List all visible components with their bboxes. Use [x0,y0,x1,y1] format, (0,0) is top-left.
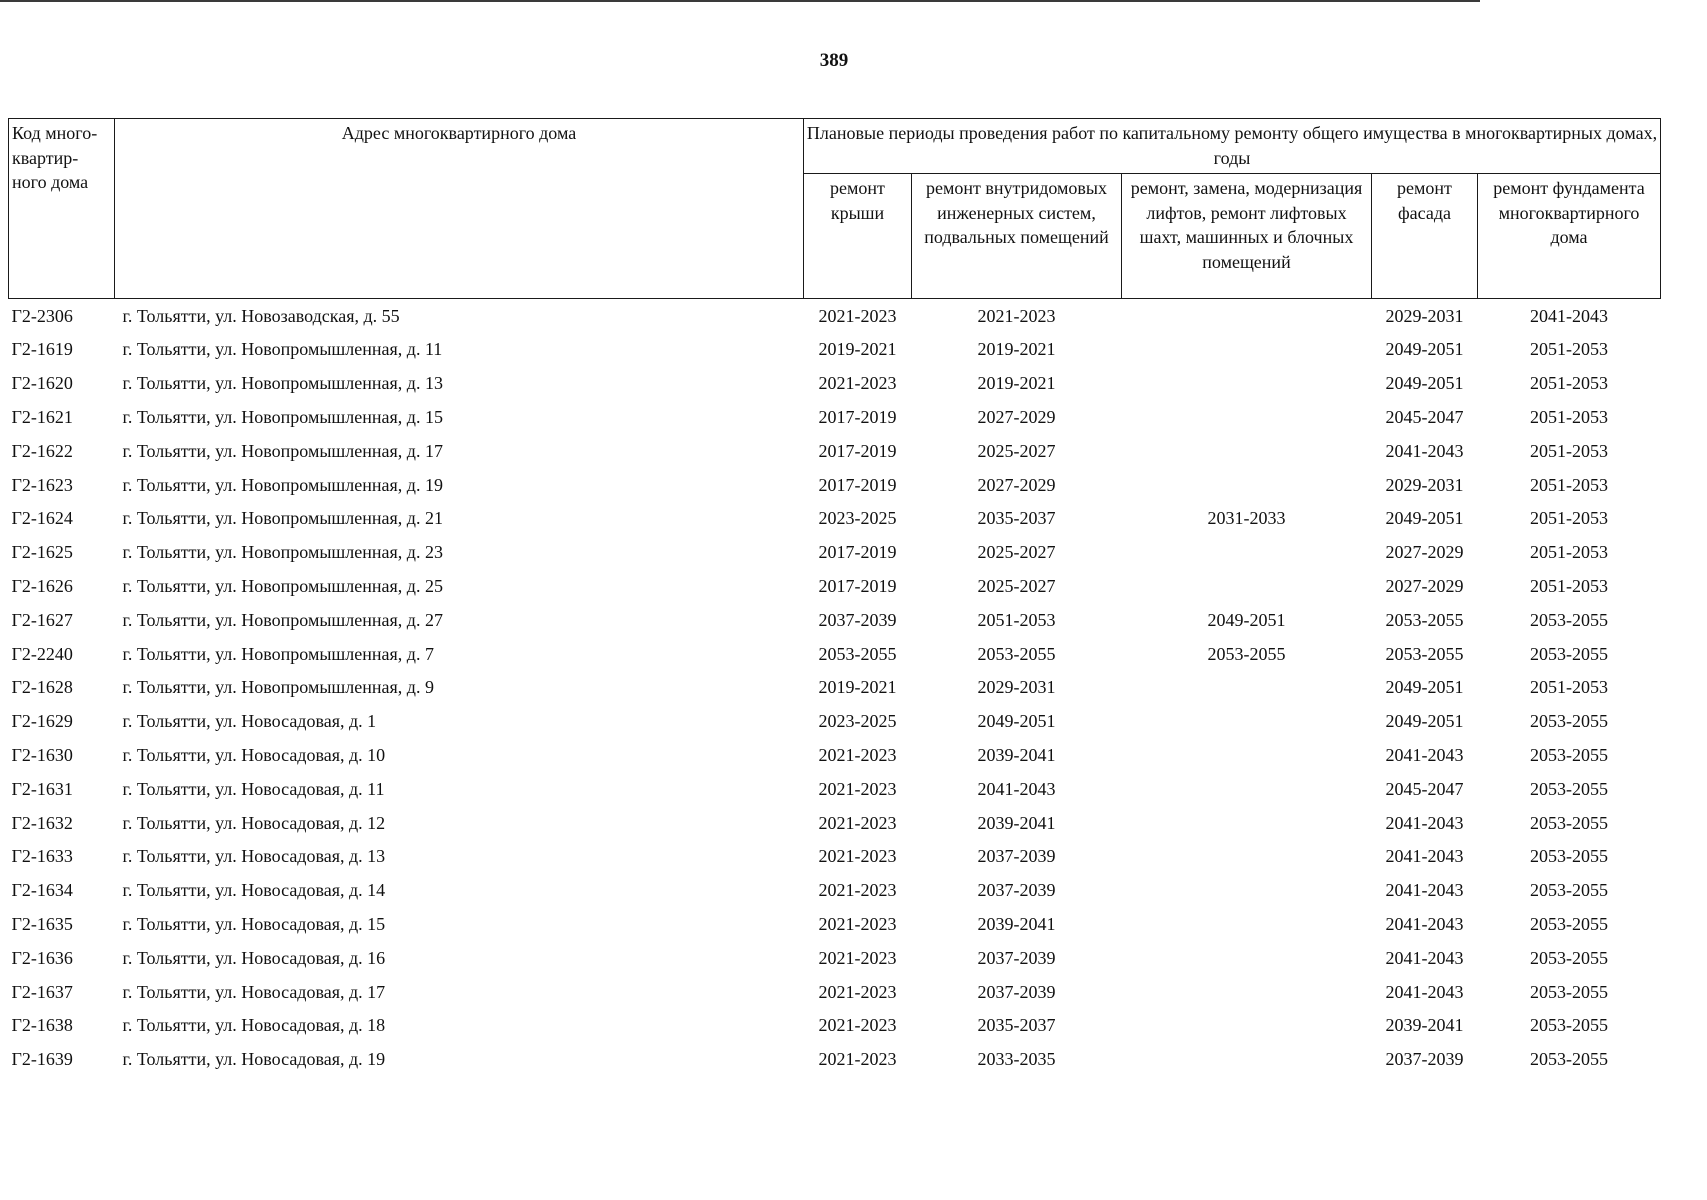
cell-code: Г2-1626 [11,576,73,597]
cell-code: Г2-1628 [11,677,73,698]
cell-facade: 2041-2043 [1385,846,1464,867]
cell-engineering: 2037-2039 [977,880,1056,901]
cell-lifts [1122,738,1372,772]
cell-address: г. Тольятти, ул. Новопромышленная, д. 25 [122,576,443,597]
cell-roof: 2021-2023 [818,1015,897,1036]
cell-code: Г2-1634 [11,880,73,901]
cell-lifts [1122,536,1372,570]
header-engineering: ремонт внутридомовых инженерных систем, подвальных помещений [912,174,1122,299]
cell-foundation: 2041-2043 [1530,305,1608,326]
cell-engineering: 2019-2021 [977,373,1056,394]
cell-roof: 2017-2019 [818,407,897,428]
cell-code: Г2-1636 [11,947,73,968]
cell-foundation: 2053-2055 [1530,981,1608,1002]
cell-address: г. Тольятти, ул. Новосадовая, д. 11 [122,778,385,799]
cell-facade: 2053-2055 [1385,643,1464,664]
header-address: Адрес многоквартирного дома [115,119,804,299]
cell-lifts [1122,772,1372,806]
cell-foundation: 2051-2053 [1530,373,1608,394]
table-row [9,603,1661,637]
cell-roof: 2021-2023 [818,778,897,799]
cell-address: г. Тольятти, ул. Новопромышленная, д. 11 [122,339,443,360]
cell-foundation: 2051-2053 [1530,576,1608,597]
cell-engineering: 2033-2035 [977,1049,1056,1070]
cell-lifts [1122,1043,1372,1077]
cell-address: г. Тольятти, ул. Новосадовая, д. 10 [122,745,386,765]
cell-engineering: 2027-2029 [977,474,1056,495]
cell-roof: 2021-2023 [818,745,897,765]
cell-foundation: 2053-2055 [1530,745,1608,765]
cell-address: г. Тольятти, ул. Новосадовая, д. 13 [122,846,386,867]
cell-roof: 2017-2019 [818,542,897,563]
cell-lifts [1122,941,1372,975]
table-row [9,400,1661,434]
cell-facade: 2041-2043 [1385,880,1464,901]
cell-facade: 2029-2031 [1385,474,1464,495]
cell-address: г. Тольятти, ул. Новосадовая, д. 19 [122,1049,386,1070]
cell-address: г. Тольятти, ул. Новосадовая, д. 15 [122,913,386,934]
cell-roof: 2021-2023 [818,1049,897,1070]
header-periods-group: Плановые периоды проведения работ по капитальному ремонту общего имущества в многоквартирных домах, годы [804,119,1661,174]
table-row [9,840,1661,874]
cell-code: Г2-1635 [11,913,73,934]
table-row [9,569,1661,603]
cell-facade: 2049-2051 [1385,677,1464,698]
cell-code: Г2-1637 [11,981,73,1002]
cell-code: Г2-1632 [11,812,73,833]
table-row [9,536,1661,570]
table-row [9,671,1661,705]
table-row [9,907,1661,941]
cell-facade: 2037-2039 [1385,1049,1464,1070]
cell-address: г. Тольятти, ул. Новопромышленная, д. 23 [122,542,443,563]
cell-address: г. Тольятти, ул. Новосадовая, д. 16 [122,947,386,968]
cell-roof: 2021-2023 [818,305,897,326]
cell-foundation: 2051-2053 [1530,677,1608,698]
cell-roof: 2023-2025 [818,711,897,732]
table-row [9,975,1661,1009]
cell-foundation: 2053-2055 [1530,1049,1608,1070]
cell-engineering: 2039-2041 [977,913,1056,934]
cell-engineering: 2019-2021 [977,339,1056,360]
cell-engineering: 2027-2029 [977,407,1056,428]
table-row [9,806,1661,840]
cell-address: г. Тольятти, ул. Новосадовая, д. 14 [122,880,386,901]
cell-address: г. Тольятти, ул. Новосадовая, д. 12 [122,812,386,833]
table-row [9,874,1661,908]
cell-roof: 2021-2023 [818,913,897,934]
cell-engineering: 2025-2027 [977,576,1056,597]
cell-engineering: 2053-2055 [977,643,1056,664]
page-number: 389 [819,50,849,71]
cell-lifts [1122,975,1372,1009]
cell-facade: 2041-2043 [1385,812,1464,833]
cell-facade: 2039-2041 [1385,1015,1464,1036]
table-row [9,333,1661,367]
cell-foundation: 2051-2053 [1530,542,1608,563]
cell-facade: 2045-2047 [1385,778,1464,799]
cell-address: г. Тольятти, ул. Новосадовая, д. 17 [122,981,386,1002]
top-rule [0,0,1480,2]
cell-foundation: 2053-2055 [1530,778,1608,799]
cell-roof: 2037-2039 [818,609,897,630]
cell-roof: 2019-2021 [818,677,897,698]
cell-code: Г2-1622 [11,440,73,461]
cell-facade: 2041-2043 [1385,440,1464,461]
cell-foundation: 2053-2055 [1530,880,1608,901]
cell-foundation: 2053-2055 [1530,947,1608,968]
cell-engineering: 2029-2031 [977,677,1056,698]
cell-foundation: 2051-2053 [1530,407,1608,428]
cell-engineering: 2025-2027 [977,542,1056,563]
cell-lifts [1122,1009,1372,1043]
table-body [9,299,1661,1077]
cell-lifts [1122,569,1372,603]
cell-foundation: 2053-2055 [1530,846,1608,867]
cell-facade: 2045-2047 [1385,407,1464,428]
cell-lifts: 2049-2051 [1207,609,1286,630]
cell-engineering: 2051-2053 [977,609,1056,630]
cell-lifts: 2031-2033 [1207,508,1286,529]
cell-code: Г2-1638 [11,1015,73,1036]
table-row [9,502,1661,536]
cell-address: г. Тольятти, ул. Новосадовая, д. 1 [122,711,377,732]
cell-roof: 2021-2023 [818,880,897,901]
cell-engineering: 2039-2041 [977,812,1056,833]
capital-repair-table [8,118,1661,1076]
table-row [9,738,1661,772]
cell-facade: 2041-2043 [1385,947,1464,968]
cell-code: Г2-1630 [11,745,73,765]
cell-lifts [1122,874,1372,908]
cell-code: Г2-1624 [11,508,73,529]
table-row [9,941,1661,975]
cell-facade: 2053-2055 [1385,609,1464,630]
table-header [9,119,1661,299]
cell-address: г. Тольятти, ул. Новопромышленная, д. 7 [122,643,434,664]
cell-foundation: 2051-2053 [1530,440,1608,461]
cell-code: Г2-1625 [11,542,73,563]
table-row [9,637,1661,671]
cell-code: Г2-1639 [11,1049,73,1070]
table-row [9,772,1661,806]
cell-foundation: 2053-2055 [1530,812,1608,833]
cell-address: г. Тольятти, ул. Новопромышленная, д. 21 [122,508,443,529]
table-row [9,299,1661,333]
cell-address: г. Тольятти, ул. Новосадовая, д. 18 [122,1015,386,1036]
cell-foundation: 2053-2055 [1530,1015,1608,1036]
table-row [9,367,1661,401]
cell-facade: 2041-2043 [1385,981,1464,1002]
cell-engineering: 2021-2023 [977,305,1056,326]
cell-foundation: 2051-2053 [1530,474,1608,495]
cell-engineering: 2025-2027 [977,440,1056,461]
cell-lifts [1122,840,1372,874]
cell-code: Г2-1619 [11,339,73,360]
cell-engineering: 2037-2039 [977,981,1056,1002]
table-row [9,468,1661,502]
cell-roof: 2021-2023 [818,373,897,394]
cell-lifts [1122,671,1372,705]
cell-code: Г2-1623 [11,474,73,495]
cell-facade: 2027-2029 [1385,576,1464,597]
cell-roof: 2021-2023 [818,981,897,1002]
table-row [9,1009,1661,1043]
cell-foundation: 2053-2055 [1530,913,1608,934]
cell-lifts [1122,367,1372,401]
cell-lifts [1122,400,1372,434]
cell-foundation: 2051-2053 [1530,508,1608,529]
cell-roof: 2023-2025 [818,508,897,529]
cell-lifts [1122,468,1372,502]
cell-code: Г2-1621 [11,407,73,428]
cell-lifts [1122,705,1372,739]
cell-foundation: 2053-2055 [1530,609,1608,630]
cell-code: Г2-2306 [11,305,73,326]
cell-address: г. Тольятти, ул. Новопромышленная, д. 17 [122,440,443,461]
cell-foundation: 2053-2055 [1530,643,1608,664]
cell-roof: 2017-2019 [818,474,897,495]
table-row [9,434,1661,468]
cell-lifts [1122,806,1372,840]
cell-facade: 2049-2051 [1385,711,1464,732]
cell-facade: 2029-2031 [1385,305,1464,326]
cell-foundation: 2053-2055 [1530,711,1608,732]
cell-facade: 2049-2051 [1385,508,1464,529]
cell-lifts: 2053-2055 [1207,643,1286,664]
cell-engineering: 2049-2051 [977,711,1056,732]
cell-roof: 2017-2019 [818,576,897,597]
cell-facade: 2049-2051 [1385,339,1464,360]
header-code: Код много-квартир-ного дома [9,119,115,299]
cell-foundation: 2051-2053 [1530,339,1608,360]
cell-lifts [1122,333,1372,367]
cell-code: Г2-1627 [11,609,73,630]
cell-address: г. Тольятти, ул. Новопромышленная, д. 15 [122,407,443,428]
cell-facade: 2049-2051 [1385,373,1464,394]
cell-roof: 2053-2055 [818,643,897,664]
cell-lifts [1122,907,1372,941]
header-foundation: ремонт фундамента многоквартирного дома [1478,174,1661,299]
cell-engineering: 2039-2041 [977,745,1056,765]
cell-code: Г2-1631 [11,778,73,799]
cell-roof: 2017-2019 [818,440,897,461]
cell-address: г. Тольятти, ул. Новозаводская, д. 55 [122,305,400,326]
header-roof: ремонт крыши [804,174,912,299]
cell-code: Г2-1620 [11,373,73,394]
cell-roof: 2019-2021 [818,339,897,360]
cell-facade: 2041-2043 [1385,913,1464,934]
cell-address: г. Тольятти, ул. Новопромышленная, д. 27 [122,609,443,630]
cell-roof: 2021-2023 [818,846,897,867]
header-facade: ремонт фасада [1372,174,1478,299]
cell-code: Г2-1633 [11,846,73,867]
table-row [9,705,1661,739]
cell-facade: 2027-2029 [1385,542,1464,563]
cell-address: г. Тольятти, ул. Новопромышленная, д. 19 [122,474,443,495]
cell-roof: 2021-2023 [818,947,897,968]
cell-code: Г2-1629 [11,711,73,732]
cell-engineering: 2035-2037 [977,508,1056,529]
header-lifts: ремонт, замена, модернизация лифтов, ремонт лифтовых шахт, машинных и блочных помещений [1122,174,1372,299]
cell-lifts [1122,434,1372,468]
cell-engineering: 2041-2043 [977,778,1056,799]
cell-roof: 2021-2023 [818,812,897,833]
cell-address: г. Тольятти, ул. Новопромышленная, д. 13 [122,373,443,394]
cell-engineering: 2035-2037 [977,1015,1056,1036]
cell-engineering: 2037-2039 [977,947,1056,968]
cell-address: г. Тольятти, ул. Новопромышленная, д. 9 [122,677,434,698]
cell-engineering: 2037-2039 [977,846,1056,867]
cell-code: Г2-2240 [11,643,73,664]
cell-facade: 2041-2043 [1385,745,1464,765]
table-row [9,1043,1661,1077]
cell-lifts [1122,299,1372,333]
